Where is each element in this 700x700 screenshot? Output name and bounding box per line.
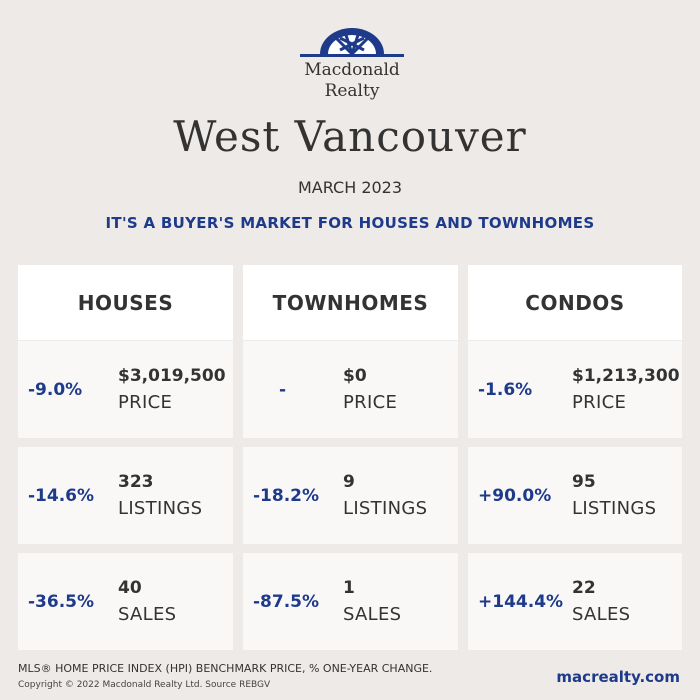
metric-label: LISTINGS [343,498,428,519]
change-percent: -36.5% [28,591,95,612]
metric-value: $3,019,500 [118,366,226,386]
townhomes-listings-card [243,447,458,544]
townhomes-sales-card [243,553,458,650]
change-percent: -87.5% [253,591,320,612]
metric-label: SALES [572,604,631,625]
houses-sales-card [18,553,233,650]
sunburst-logo-icon [300,24,404,58]
metric-value: $0 [343,366,367,386]
change-percent: +90.0% [478,485,552,506]
change-percent: -14.6% [28,485,95,506]
metric-label: PRICE [118,392,173,413]
metric-label: SALES [343,604,402,625]
metric-value: 95 [572,472,596,492]
footer-copyright: Copyright © 2022 Macdonald Realty Ltd. Source REBGV [18,680,271,690]
column-header-houses [18,265,233,340]
website-link[interactable]: macrealty.com [556,668,680,686]
metric-label: LISTINGS [118,498,203,519]
brand-name-line2: Realty [324,81,380,101]
condos-listings-card [468,447,682,544]
townhomes-price-card [243,341,458,438]
metric-label: PRICE [343,392,398,413]
metric-value: 40 [118,578,142,598]
page-title: West Vancouver [173,112,527,161]
change-percent: -9.0% [28,379,83,400]
metric-value: 323 [118,472,154,492]
metric-value: 1 [343,578,355,598]
change-percent: - [279,379,287,400]
metric-label: PRICE [572,392,627,413]
brand-logo [300,24,404,102]
column-title: CONDOS [525,290,625,315]
headline: IT'S A BUYER'S MARKET FOR HOUSES AND TOWNHOMES [105,214,595,232]
change-percent: -18.2% [253,485,320,506]
metric-value: 9 [343,472,355,492]
report-date: MARCH 2023 [297,178,403,197]
change-percent: -1.6% [478,379,533,400]
footer-note: MLS® HOME PRICE INDEX (HPI) BENCHMARK PRICE, % ONE-YEAR CHANGE. [18,662,433,675]
condos-price-card [468,341,682,438]
metric-label: LISTINGS [572,498,657,519]
change-percent: +144.4% [478,591,564,612]
column-header-townhomes [243,265,458,340]
column-header-condos [468,265,682,340]
houses-listings-card [18,447,233,544]
houses-price-card [18,341,233,438]
metric-value: 22 [572,578,596,598]
metric-value: $1,213,300 [572,366,680,386]
metric-label: SALES [118,604,177,625]
column-title: TOWNHOMES [272,290,429,315]
brand-name-line1: Macdonald [304,60,400,80]
column-title: HOUSES [77,290,174,315]
condos-sales-card [468,553,682,650]
